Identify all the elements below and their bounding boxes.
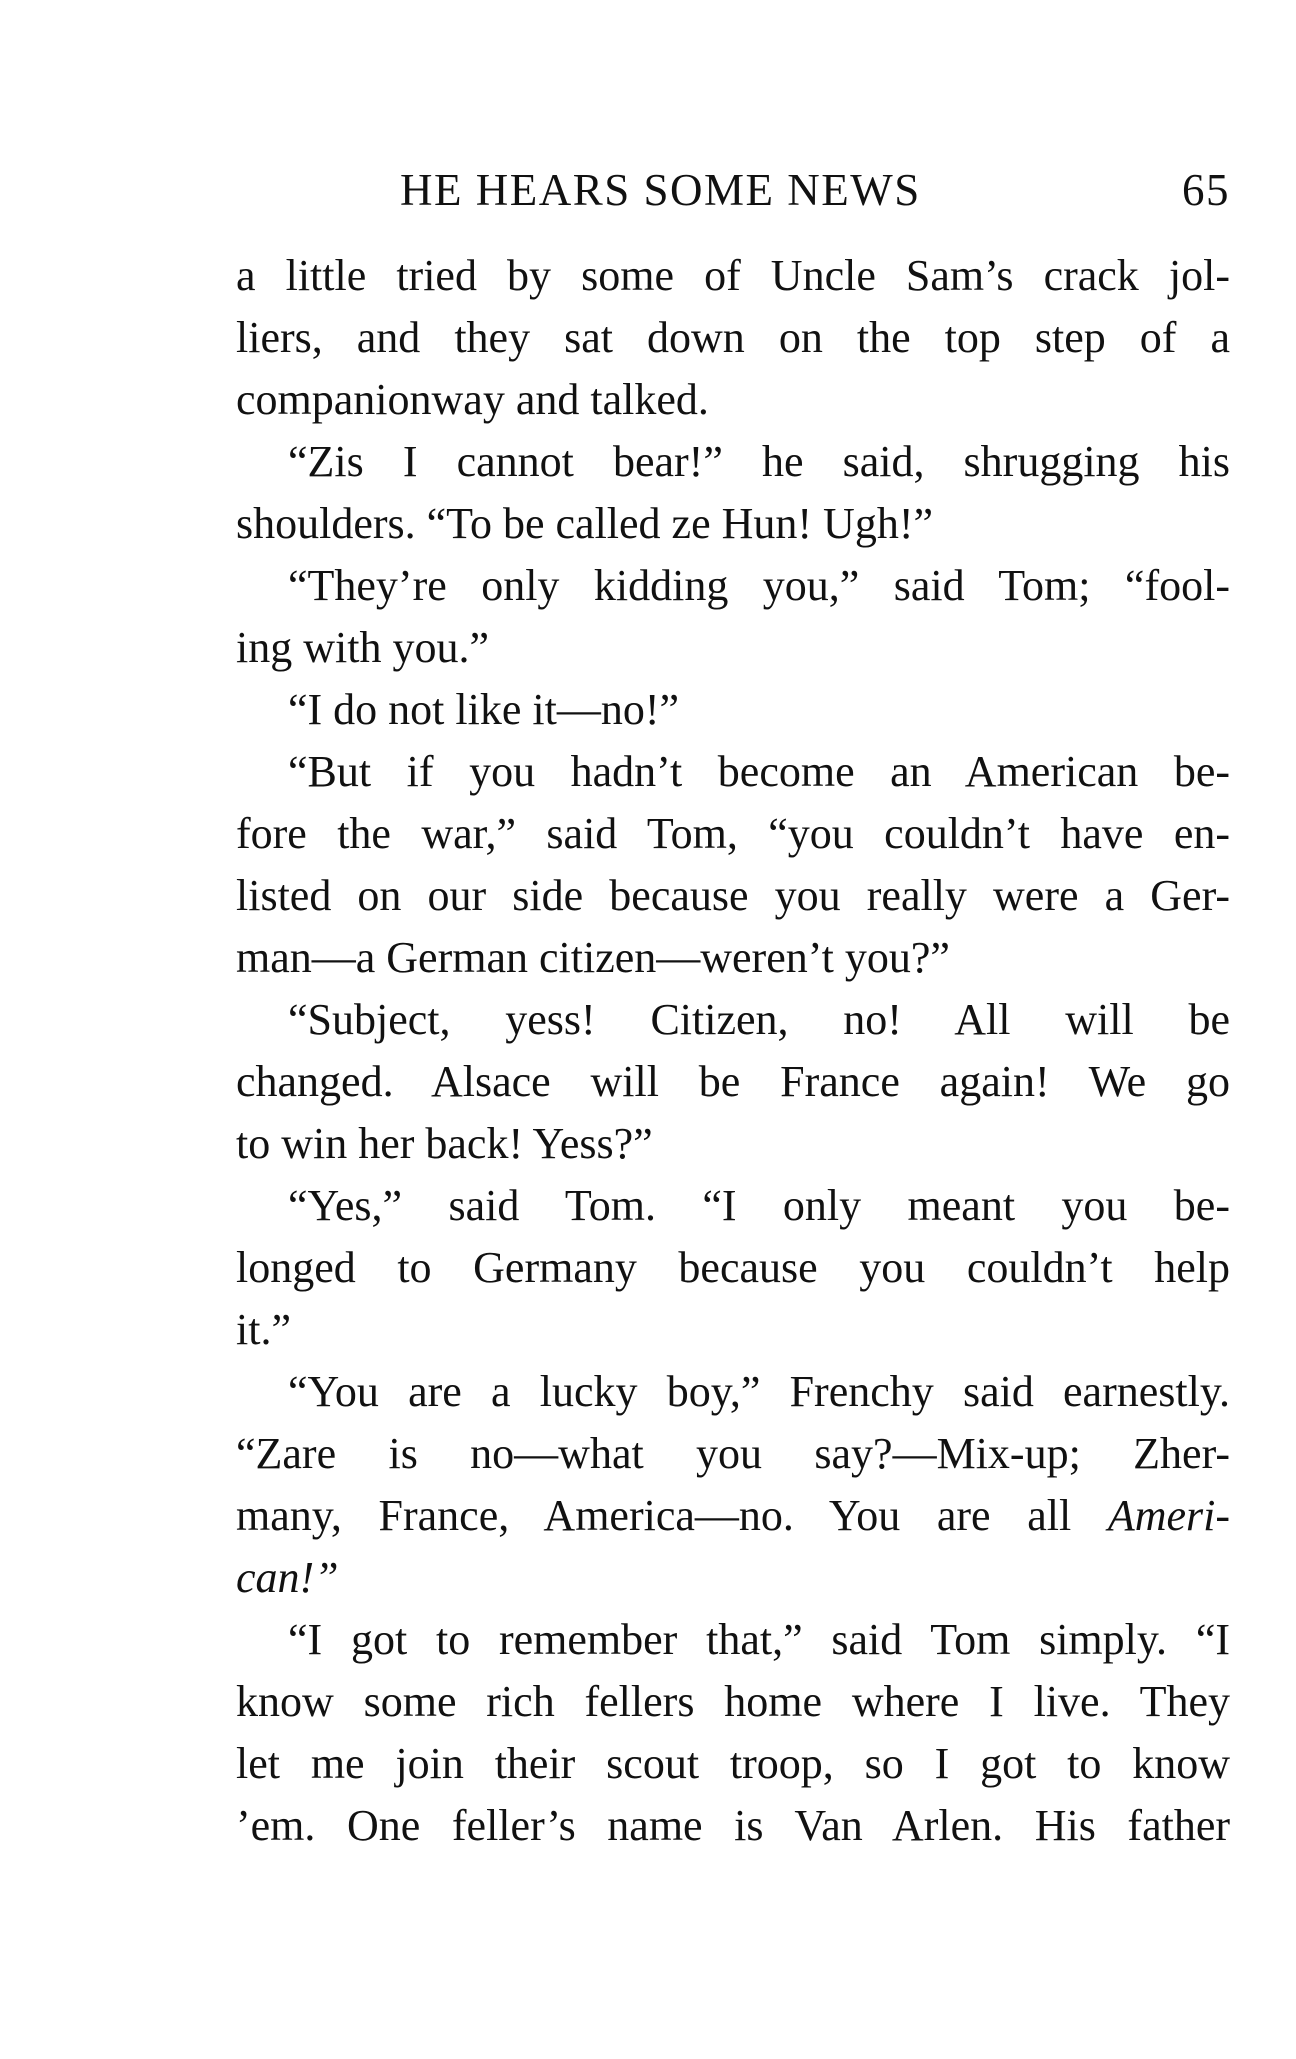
- text-line: “Yes,” said Tom. “I only meant you be-: [288, 1181, 1230, 1230]
- page-number: 65: [1182, 165, 1230, 215]
- text-line: let me join their scout troop, so I got to know: [236, 1739, 1230, 1788]
- text-line: it.”: [236, 1305, 291, 1354]
- text-line: companionway and talked.: [236, 375, 709, 424]
- text-line: “Subject, yess! Citizen, no! All will be: [288, 995, 1230, 1044]
- text-line: “You are a lucky boy,” Frenchy said earnestly.: [288, 1367, 1230, 1416]
- text-line: shoulders. “To be called ze Hun! Ugh!”: [236, 499, 933, 548]
- text-line: a little tried by some of Uncle Sam’s crack jol-: [236, 251, 1230, 300]
- text-line: “I do not like it—no!”: [288, 685, 680, 734]
- body-text: [236, 245, 1230, 1857]
- italic-text: Ameri-: [1107, 1491, 1230, 1540]
- text-line: man—a German citizen—weren’t you?”: [236, 933, 950, 982]
- text-line: to win her back! Yess?”: [236, 1119, 653, 1168]
- text-line: ’em. One feller’s name is Van Arlen. His father: [236, 1801, 1230, 1850]
- page-header: [400, 160, 1230, 220]
- text-segment: many, France, America—no. You are all: [236, 1491, 1072, 1540]
- text-line: “Zare is no—what you say?—Mix-up; Zher-: [236, 1429, 1230, 1478]
- text-line: know some rich fellers home where I live. They: [236, 1677, 1230, 1726]
- text-line: longed to Germany because you couldn’t help: [236, 1243, 1230, 1292]
- text-line: liers, and they sat down on the top step of a: [236, 313, 1230, 362]
- text-line: [236, 1485, 1230, 1547]
- text-line: listed on our side because you really were a Ger-: [236, 871, 1230, 920]
- text-line: “They’re only kidding you,” said Tom; “fool-: [288, 561, 1230, 610]
- text-line: ing with you.”: [236, 623, 489, 672]
- text-line: “But if you hadn’t become an American be-: [288, 747, 1230, 796]
- running-title: HE HEARS SOME NEWS: [400, 165, 921, 215]
- text-line: can!”: [236, 1553, 339, 1602]
- text-line: changed. Alsace will be France again! We go: [236, 1057, 1230, 1106]
- text-line: fore the war,” said Tom, “you couldn’t have en-: [236, 809, 1230, 858]
- text-line: “I got to remember that,” said Tom simply. “I: [288, 1615, 1230, 1664]
- text-line: “Zis I cannot bear!” he said, shrugging his: [288, 437, 1230, 486]
